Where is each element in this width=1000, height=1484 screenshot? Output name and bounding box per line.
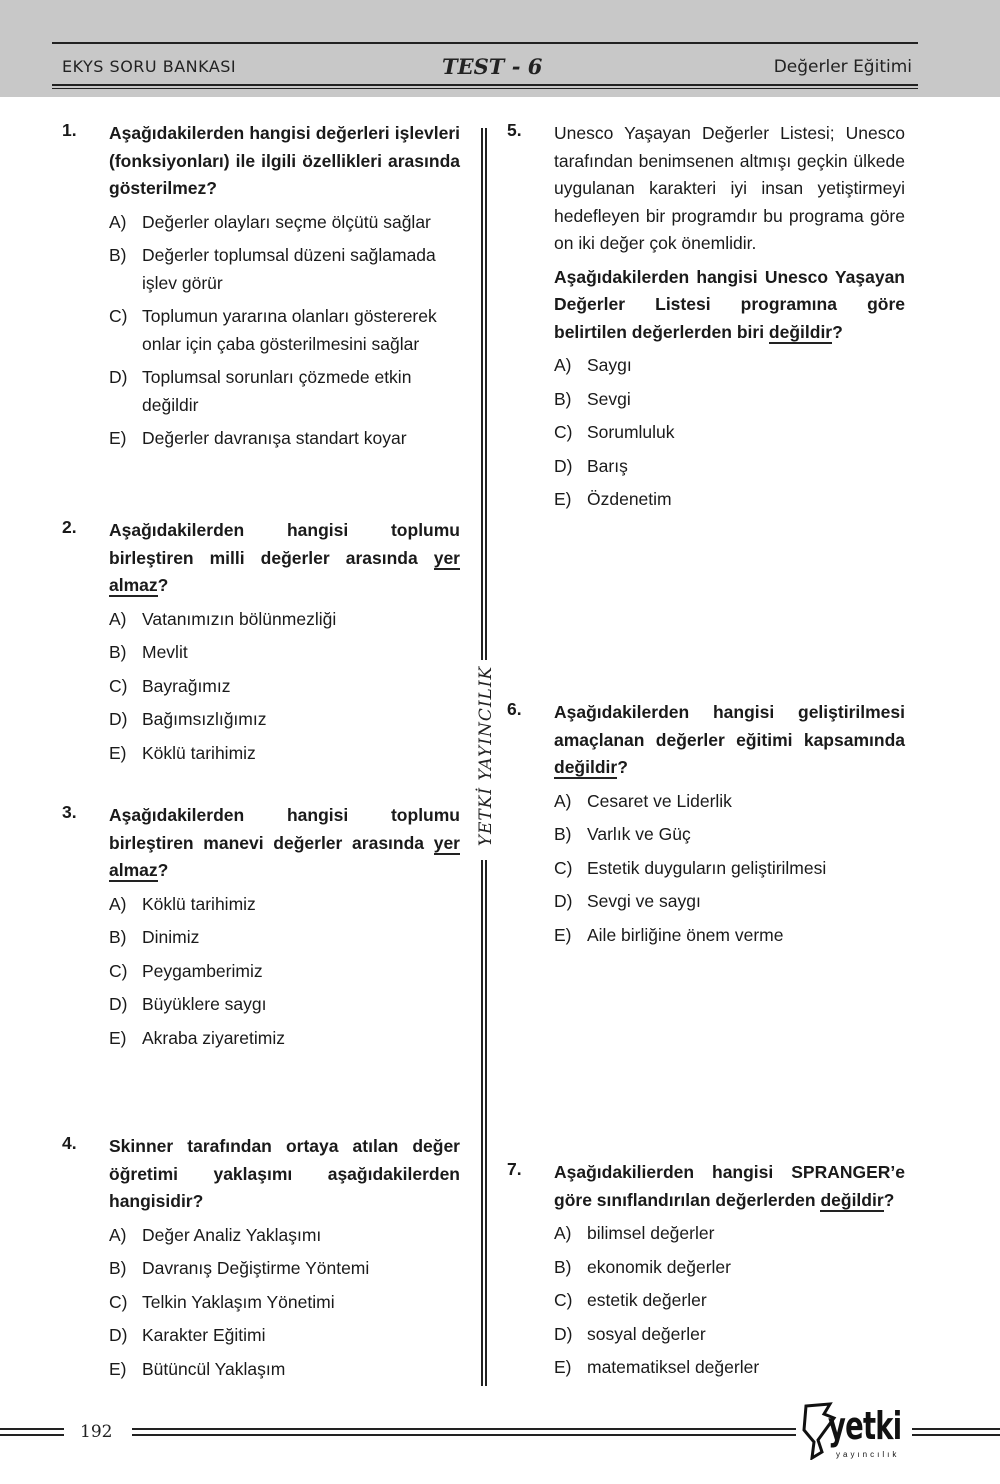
option-text: Karakter Eğitimi: [142, 1325, 266, 1345]
option-text: Sevgi: [587, 388, 631, 409]
option-text: bilimsel değerler: [587, 1223, 715, 1243]
option-text: Davranış Değiştirme Yöntemi: [142, 1258, 370, 1278]
option-a[interactable]: [109, 1222, 460, 1250]
question-stem: [109, 802, 460, 885]
publisher-side-label: [470, 660, 500, 860]
footer-rule: [0, 1428, 64, 1430]
question-stem: [109, 517, 460, 600]
option-letter: A): [109, 608, 127, 629]
option-letter: A): [109, 1224, 127, 1245]
option-letter: A): [109, 211, 127, 232]
option-text: Akraba ziyaretimiz: [142, 1027, 285, 1048]
question-stem: Skinner tarafından ortaya atılan değer öğretimi yaklaşımı aşağıdakilerden hangisidir?: [109, 1136, 460, 1211]
question-2: [62, 517, 460, 767]
option-text: Vatanımızın bölünmezliği: [142, 608, 337, 629]
question-number: 2.: [62, 517, 77, 537]
option-letter: C): [554, 422, 573, 442]
subject-title: Değerler Eğitimi: [773, 57, 912, 77]
footer-rule: [132, 1428, 796, 1430]
option-text: Aile birliğine önem verme: [587, 924, 784, 945]
stem-emphasis: yer: [433, 832, 460, 853]
question-number: 6.: [507, 699, 522, 719]
option-c[interactable]: [109, 1289, 460, 1317]
footer-rule: [912, 1434, 1000, 1436]
test-title: TEST - 6: [442, 54, 543, 79]
option-e[interactable]: [109, 1025, 460, 1053]
footer-rule: [912, 1428, 1000, 1430]
option-e[interactable]: [109, 1356, 460, 1384]
question-number: 4.: [62, 1133, 77, 1153]
option-d[interactable]: [554, 453, 905, 481]
logo-wordmark: yetki: [828, 1404, 902, 1448]
option-a[interactable]: [554, 788, 905, 816]
option-letter: E): [554, 1357, 572, 1377]
option-letter: A): [554, 355, 572, 375]
page-number: 192: [80, 1422, 113, 1442]
option-e[interactable]: [554, 486, 905, 514]
publisher-logo: [800, 1398, 910, 1468]
page-header: [52, 42, 918, 88]
option-e[interactable]: [109, 740, 460, 768]
option-c[interactable]: [109, 958, 460, 986]
option-letter: A): [109, 893, 127, 914]
question-5: [507, 120, 905, 514]
stem-text: ?: [157, 860, 169, 880]
option-b[interactable]: [109, 1255, 460, 1283]
option-e[interactable]: [554, 1354, 905, 1382]
option-letter: A): [554, 1223, 572, 1243]
stem-text: Aşağıdakilerden hangisi geliştirilmesi amaçlanan değerler eğitimi kapsamında: [554, 702, 905, 750]
option-text: Büyüklere saygı: [142, 994, 267, 1014]
option-letter: E): [109, 1027, 127, 1048]
option-letter: E): [109, 428, 127, 448]
option-letter: B): [109, 245, 127, 265]
option-letter: B): [109, 1258, 127, 1278]
option-d[interactable]: [109, 991, 460, 1019]
stem-text: ?: [617, 757, 628, 777]
option-text: Değerler davranışa standart koyar: [142, 428, 407, 448]
option-b[interactable]: [109, 242, 460, 297]
stem-emphasis: değildir: [768, 321, 833, 342]
question-number: 7.: [507, 1159, 522, 1179]
option-letter: B): [554, 824, 572, 844]
option-b[interactable]: [109, 639, 460, 667]
option-letter: C): [109, 675, 128, 696]
option-text: Barış: [587, 455, 628, 476]
option-letter: B): [554, 1256, 572, 1277]
question-7: [507, 1159, 905, 1382]
option-b[interactable]: [554, 386, 905, 414]
option-letter: B): [109, 927, 127, 947]
stem-text: ?: [883, 1189, 895, 1210]
question-stem: [554, 264, 905, 347]
question-stem: [554, 1159, 905, 1214]
option-text: Toplumsal sorunları çözmede etkin değildir: [142, 367, 412, 415]
option-letter: D): [554, 455, 573, 476]
option-text: Peygamberimiz: [142, 960, 263, 981]
question-intro: Unesco Yaşayan Değerler Listesi; Unesco tarafından benimsenen altmışı geçkin ülkede uygulanan karakteri iyi insan yetiştirmeyi hedefleyen bir programdır bu programa göre on iki değer çok önemlidir.: [554, 123, 905, 253]
option-letter: E): [109, 742, 127, 763]
footer-rule: [0, 1434, 64, 1436]
option-e[interactable]: [109, 425, 460, 453]
option-text: matematiksel değerler: [587, 1357, 760, 1377]
option-letter: D): [554, 1323, 573, 1344]
question-stem: [554, 699, 905, 782]
option-text: Bağımsızlığımız: [142, 709, 267, 729]
stem-emphasis: değildir: [554, 757, 618, 777]
option-letter: B): [109, 642, 127, 662]
header-rule: [52, 42, 918, 44]
stem-text: Aşağıdakilerden hangisi toplumu birleştiren milli değerler arasında: [109, 520, 460, 568]
option-c[interactable]: [554, 419, 905, 447]
option-text: Bütüncül Yaklaşım: [142, 1358, 286, 1379]
option-letter: C): [554, 857, 573, 878]
book-title: EKYS SORU BANKASI: [62, 57, 237, 76]
stem-text: ?: [157, 575, 169, 595]
stem-emphasis: almaz: [109, 860, 158, 880]
footer-rule: [132, 1434, 796, 1436]
option-text: Sevgi ve saygı: [587, 891, 701, 911]
option-b[interactable]: [109, 924, 460, 952]
stem-text: Aşağıdakilierden hangisi SPRANGER’e göre sınıflandırılan değerlerden: [554, 1162, 905, 1210]
option-b[interactable]: [554, 1254, 905, 1282]
option-text: sosyal değerler: [587, 1323, 706, 1344]
option-letter: A): [554, 790, 572, 811]
header-rule: [52, 84, 918, 86]
option-text: Saygı: [587, 355, 632, 375]
option-letter: D): [109, 994, 128, 1014]
stem-text: Aşağıdakilerden hangisi toplumu birleştiren manevi değerler arasında: [109, 805, 460, 853]
option-letter: E): [554, 489, 572, 509]
option-text: Telkin Yaklaşım Yönetimi: [142, 1291, 335, 1312]
question-stem: Aşağıdakilerden hangisi değerleri işlevleri (fonksiyonları) ile ilgili özellikleri arasında gösterilmez?: [109, 123, 460, 198]
option-text: Bayrağımız: [142, 675, 231, 696]
option-letter: C): [109, 306, 128, 326]
option-c[interactable]: [554, 855, 905, 883]
option-text: Sorumluluk: [587, 422, 675, 442]
option-a[interactable]: [109, 606, 460, 634]
option-a[interactable]: [109, 891, 460, 919]
option-letter: C): [554, 1290, 573, 1310]
option-c[interactable]: [109, 303, 460, 358]
option-text: Değer Analiz Yaklaşımı: [142, 1224, 322, 1245]
option-text: Estetik duyguların geliştirilmesi: [587, 857, 827, 878]
option-d[interactable]: [109, 364, 460, 419]
stem-emphasis: değildir: [820, 1189, 884, 1210]
option-text: estetik değerler: [587, 1290, 707, 1310]
question-3: [62, 802, 460, 1052]
option-letter: C): [109, 960, 128, 981]
option-letter: E): [109, 1358, 127, 1379]
option-b[interactable]: [554, 821, 905, 849]
option-text: Köklü tarihimiz: [142, 742, 256, 763]
question-number: 1.: [62, 120, 77, 140]
option-c[interactable]: [109, 673, 460, 701]
stem-text: ?: [832, 321, 843, 342]
question-1: [62, 120, 460, 453]
option-text: Değerler toplumsal düzeni sağlamada işlev görür: [142, 245, 436, 293]
option-text: ekonomik değerler: [587, 1256, 731, 1277]
option-letter: E): [554, 924, 572, 945]
option-text: Mevlit: [142, 642, 188, 662]
option-text: Köklü tarihimiz: [142, 893, 256, 914]
option-d[interactable]: [109, 706, 460, 734]
option-letter: D): [554, 891, 573, 911]
option-a[interactable]: [554, 1220, 905, 1248]
option-text: Cesaret ve Liderlik: [587, 790, 732, 811]
logo-subtext: yayıncılık: [836, 1450, 900, 1459]
question-4: [62, 1133, 460, 1383]
option-e[interactable]: [554, 922, 905, 950]
option-text: Varlık ve Güç: [587, 824, 691, 844]
side-label-text: YETKİ YAYINCILIK: [476, 665, 496, 847]
option-text: Özdenetim: [587, 489, 672, 509]
option-letter: D): [109, 709, 128, 729]
option-d[interactable]: [554, 888, 905, 916]
option-text: Toplumun yararına olanları göstererek onlar için çaba gösterilmesini sağlar: [142, 306, 437, 354]
stem-emphasis: yer almaz: [109, 547, 460, 595]
option-letter: C): [109, 1291, 128, 1312]
question-number: 5.: [507, 120, 522, 140]
question-6: [507, 699, 905, 949]
option-letter: D): [109, 1325, 128, 1345]
header-rule: [52, 88, 918, 89]
option-text: Dinimiz: [142, 927, 200, 947]
option-d[interactable]: [554, 1321, 905, 1349]
option-d[interactable]: [109, 1322, 460, 1350]
option-text: Değerler olayları seçme ölçütü sağlar: [142, 211, 431, 232]
option-a[interactable]: [554, 352, 905, 380]
option-c[interactable]: [554, 1287, 905, 1315]
option-letter: B): [554, 388, 572, 409]
question-number: 3.: [62, 802, 77, 822]
option-letter: D): [109, 367, 128, 387]
option-a[interactable]: [109, 209, 460, 237]
stem-text: Aşağıdakilerden hangisi Unesco Yaşayan Değerler Listesi programına göre belirtilen değerlerden biri: [554, 266, 905, 342]
